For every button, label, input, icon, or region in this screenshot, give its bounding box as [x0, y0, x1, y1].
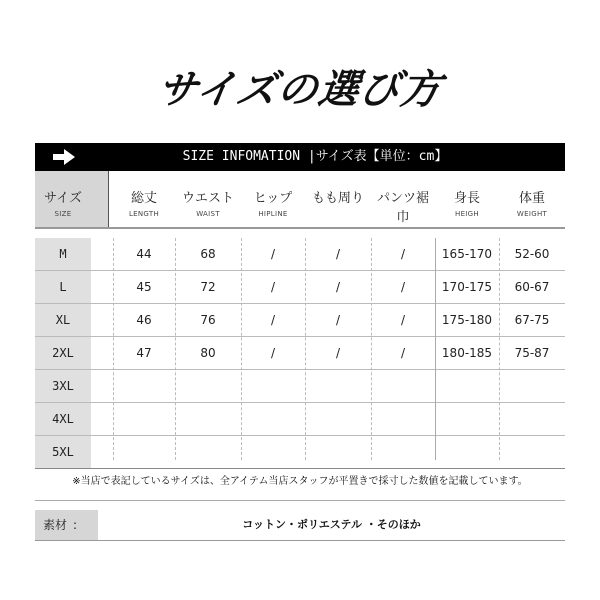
column-divider	[371, 238, 372, 460]
table-row	[35, 304, 565, 337]
hip-cell: /	[270, 313, 276, 327]
measurement-note: ※当店で表記しているサイズは、全アイテム当店スタッフが平置きで採寸した数値を記載しています。	[72, 476, 528, 487]
hem-cell: /	[400, 313, 406, 327]
length-cell: 46	[136, 313, 152, 327]
size-cell: 4XL	[35, 403, 91, 435]
size-cell: M	[35, 238, 91, 270]
waist-cell: 76	[200, 313, 216, 327]
table-row	[35, 238, 565, 271]
weight-cell: 67-75	[514, 313, 550, 327]
weight-cell: 60-67	[514, 280, 550, 294]
length-cell: 44	[136, 247, 152, 261]
hip-cell: /	[270, 247, 276, 261]
material-row	[35, 510, 565, 541]
header-height: 身長 HEIGH	[453, 191, 480, 218]
height-cell: 165-170	[441, 247, 493, 261]
header-hip: ヒップ HIPLINE	[253, 191, 293, 218]
header-thigh: もも周り	[311, 191, 364, 206]
hem-cell: /	[400, 247, 406, 261]
height-cell: 170-175	[441, 280, 493, 294]
size-table-body	[35, 238, 565, 469]
header-size: サイズ SIZE	[44, 191, 82, 218]
hip-cell: /	[270, 280, 276, 294]
column-divider	[305, 238, 306, 460]
table-row	[35, 271, 565, 304]
thigh-cell: /	[335, 313, 341, 327]
column-divider	[499, 238, 500, 460]
header-waist: ウエスト WAIST	[181, 191, 234, 218]
length-cell: 47	[136, 346, 152, 360]
table-row	[35, 436, 565, 469]
thigh-cell: /	[335, 280, 341, 294]
table-row	[35, 403, 565, 436]
waist-cell: 68	[200, 247, 216, 261]
hip-cell: /	[270, 346, 276, 360]
height-cell: 180-185	[441, 346, 493, 360]
header-hem: パンツ裾巾	[376, 191, 429, 225]
table-header	[35, 171, 565, 229]
column-divider	[175, 238, 176, 460]
table-row	[35, 337, 565, 370]
column-divider	[113, 238, 114, 460]
size-cell: L	[35, 271, 91, 303]
header-weight: 体重 WEIGHT	[516, 191, 548, 218]
material-colon: :	[73, 518, 78, 532]
hem-cell: /	[400, 280, 406, 294]
length-cell: 45	[136, 280, 152, 294]
size-cell: 5XL	[35, 436, 91, 468]
weight-cell: 52-60	[514, 247, 550, 261]
page-title: サイズの選び方	[154, 67, 445, 113]
thigh-cell: /	[335, 346, 341, 360]
size-cell: XL	[35, 304, 91, 336]
waist-cell: 72	[200, 280, 216, 294]
header-length: 総丈 LENGTH	[128, 191, 160, 218]
material-label: 素材	[35, 510, 98, 540]
column-divider	[435, 238, 436, 460]
size-cell: 3XL	[35, 370, 91, 402]
divider	[35, 500, 565, 501]
height-cell: 175-180	[441, 313, 493, 327]
table-row	[35, 370, 565, 403]
waist-cell: 80	[200, 346, 216, 360]
column-divider	[241, 238, 242, 460]
thigh-cell: /	[335, 247, 341, 261]
weight-cell: 75-87	[514, 346, 550, 360]
size-info-bar	[35, 143, 565, 171]
material-value: コットン・ポリエステル ・そのほか	[242, 518, 421, 531]
hem-cell: /	[400, 346, 406, 360]
size-cell: 2XL	[35, 337, 91, 369]
size-info-title: SIZE INFOMATION |サイズ表【単位：cm】	[182, 149, 448, 164]
